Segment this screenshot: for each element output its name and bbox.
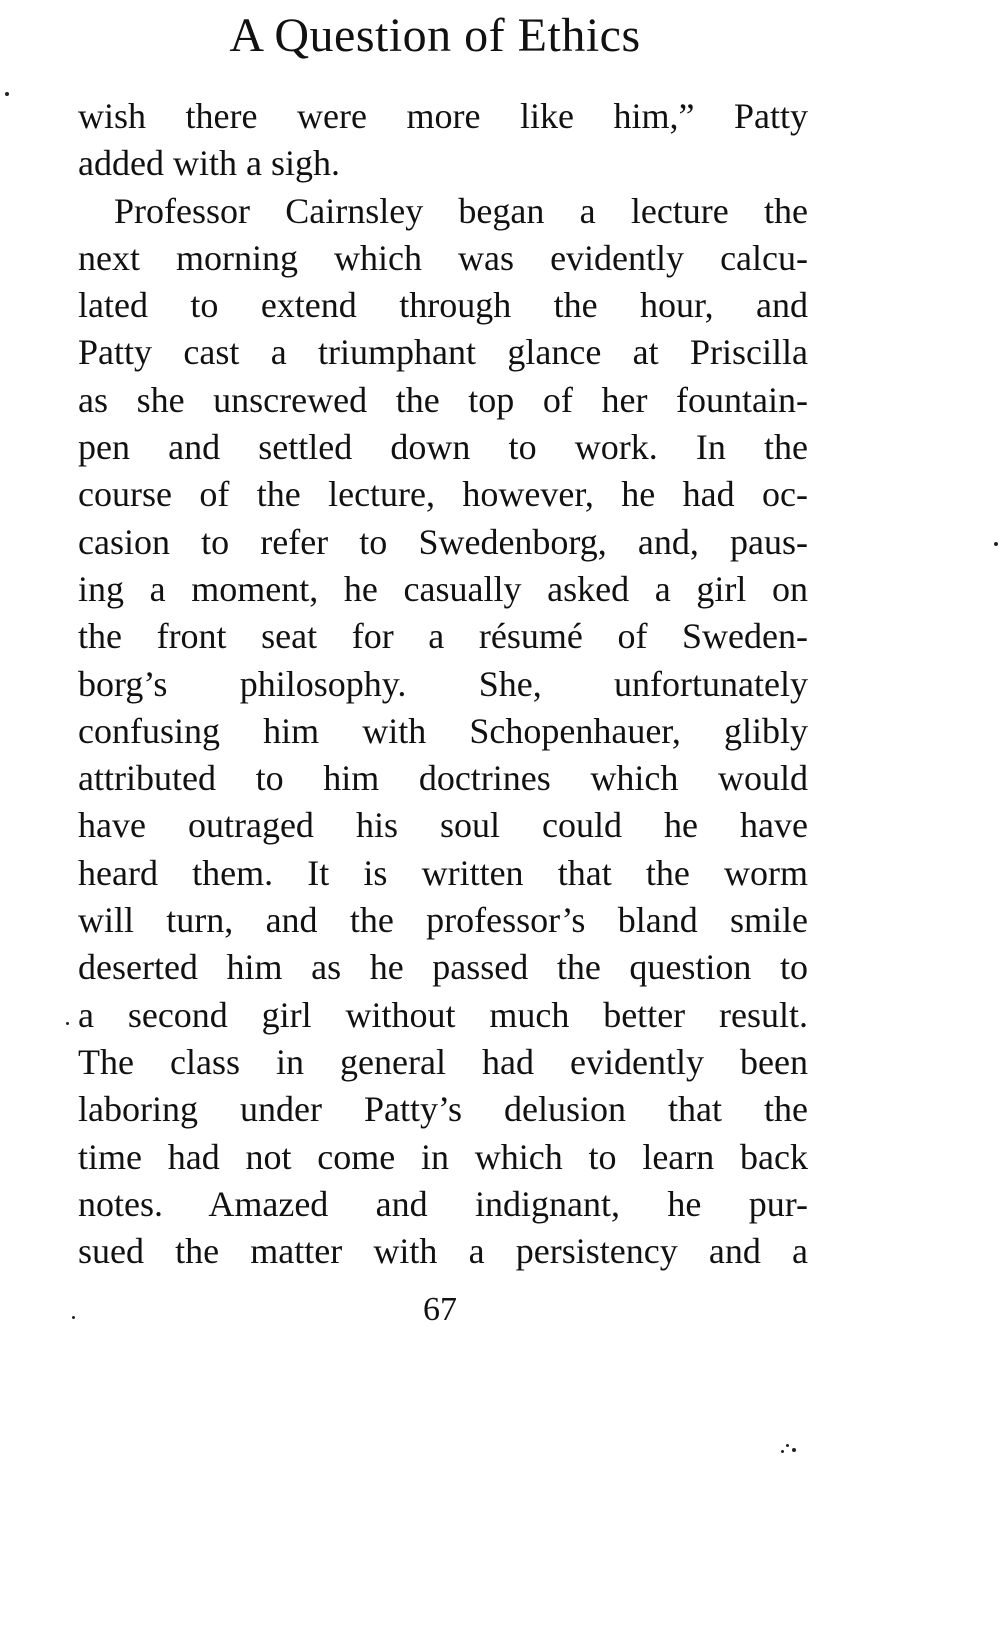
text-line: have outraged his soul could he have <box>78 805 808 846</box>
scan-speck <box>66 1022 69 1025</box>
page-number: 67 <box>423 1291 457 1328</box>
text-line: Professor Cairnsley began a lecture the <box>114 190 808 231</box>
text-line: confusing him with Schopenhauer, glibly <box>78 710 808 751</box>
text-line: The class in general had evidently been <box>78 1041 808 1082</box>
text-line: time had not come in which to learn back <box>78 1136 808 1177</box>
text-line: laboring under Patty’s delusion that the <box>78 1089 808 1130</box>
body-text <box>78 93 808 1275</box>
text-line: next morning which was evidently calcu- <box>78 237 808 278</box>
scan-speck <box>786 1444 789 1447</box>
text-line: ing a moment, he casually asked a girl on <box>78 568 808 609</box>
text-line: sued the matter with a persistency and a <box>78 1231 808 1272</box>
text-line: will turn, and the professor’s bland smile <box>78 900 808 941</box>
scan-speck <box>5 92 9 96</box>
text-line: a second girl without much better result. <box>78 994 808 1035</box>
text-line: Patty cast a triumphant glance at Priscilla <box>78 332 808 373</box>
text-line: the front seat for a résumé of Sweden- <box>78 616 808 657</box>
text-line: added with a sigh. <box>78 143 340 184</box>
text-line: casion to refer to Swedenborg, and, paus- <box>78 521 808 562</box>
text-line: as she unscrewed the top of her fountain- <box>78 379 808 420</box>
text-line: course of the lecture, however, he had oc- <box>78 474 808 515</box>
scan-speck <box>994 542 998 546</box>
scan-speck <box>781 1450 784 1453</box>
text-line: attributed to him doctrines which would <box>78 758 808 799</box>
text-line: borg’s philosophy. She, unfortunately <box>78 663 808 704</box>
text-line: heard them. It is written that the worm <box>78 852 808 893</box>
text-line: deserted him as he passed the question to <box>78 947 808 988</box>
text-line: lated to extend through the hour, and <box>78 285 808 326</box>
scan-speck <box>792 1448 796 1452</box>
text-line: pen and settled down to work. In the <box>78 427 808 468</box>
scan-speck <box>72 1316 75 1319</box>
running-head-title: A Question of Ethics <box>229 9 641 62</box>
text-line: notes. Amazed and indignant, he pur- <box>78 1183 808 1224</box>
text-line: wish there were more like him,” Patty <box>78 96 808 136</box>
